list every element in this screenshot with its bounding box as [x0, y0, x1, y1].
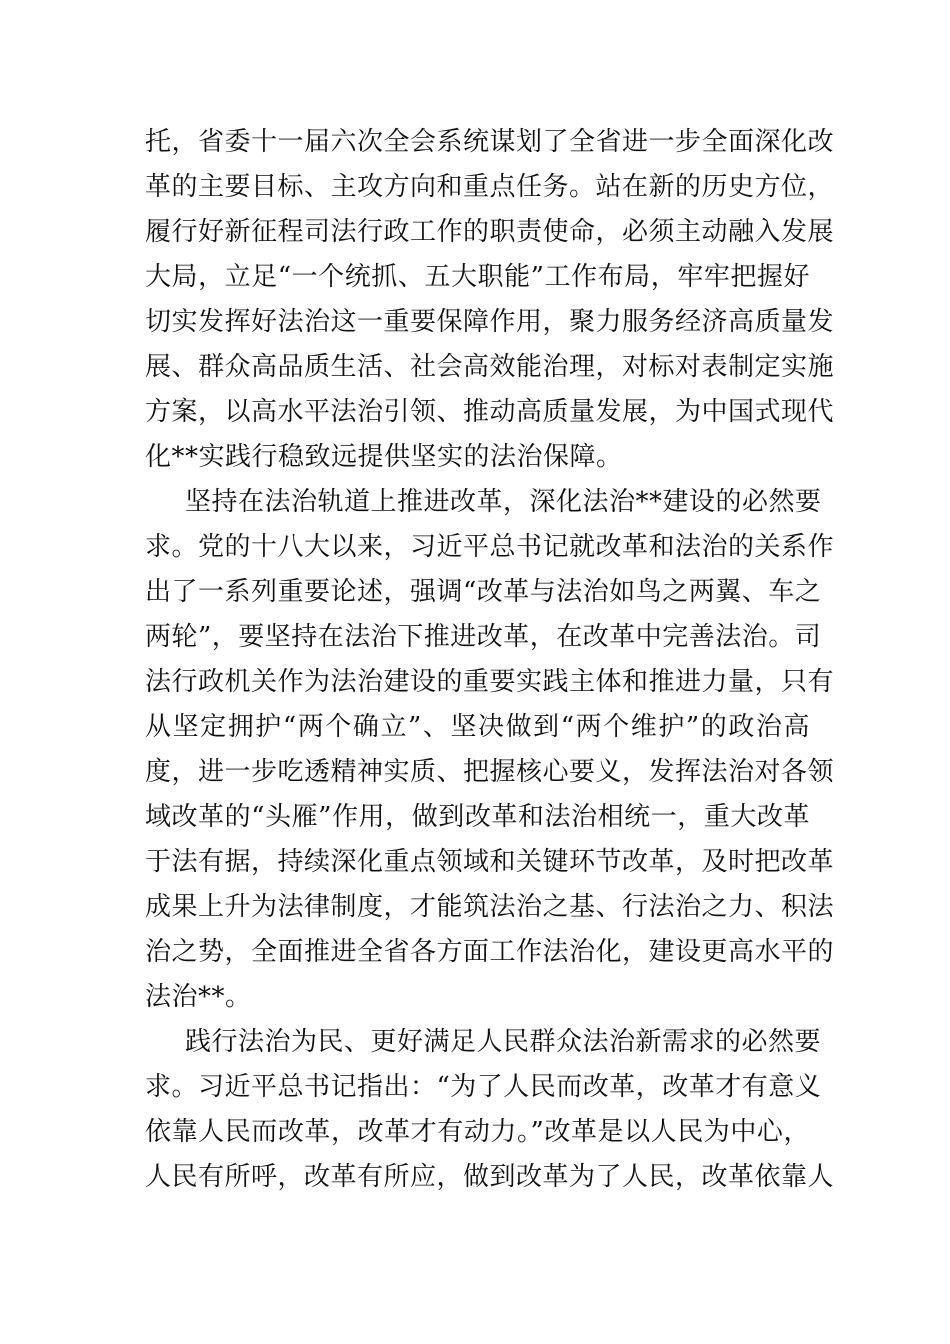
text-line: 切实发挥好法治这一重要保障作用，聚力服务经济高质量发 — [145, 307, 835, 337]
text-line: 治之势，全面推进全省各方面工作法治化，建设更高水平的 — [145, 937, 835, 967]
paragraph-start-line: 践行法治为民、更好满足人民群众法治新需求的必然要 — [185, 1027, 822, 1057]
text-line: 革的主要目标、主攻方向和重点任务。站在新的历史方位， — [145, 172, 835, 202]
paragraph-start-line: 坚持在法治轨道上推进改革，深化法治**建设的必然要 — [185, 487, 822, 517]
text-line: 于法有据，持续深化重点领域和关键环节改革，及时把改革 — [145, 847, 835, 877]
body-text — [145, 120, 835, 1200]
text-line: 化**实践行稳致远提供坚实的法治保障。 — [145, 442, 623, 472]
text-line: 法治**。 — [145, 982, 252, 1012]
text-line: 托，省委十一届六次全会系统谋划了全省进一步全面深化改 — [145, 127, 835, 157]
text-line: 履行好新征程司法行政工作的职责使命，必须主动融入发展 — [145, 217, 835, 247]
text-line: 域改革的“头雁”作用，做到改革和法治相统一，重大改革 — [145, 802, 810, 832]
text-line: 法行政机关作为法治建设的重要实践主体和推进力量，只有 — [145, 667, 835, 697]
text-line: 成果上升为法律制度，才能筑法治之基、行法治之力、积法 — [145, 892, 835, 922]
text-line: 大局，立足“一个统抓、五大职能”工作布局，牢牢把握好 — [145, 262, 810, 292]
text-line: 出了一系列重要论述，强调“改革与法治如鸟之两翼、车之 — [145, 577, 822, 607]
text-line: 度，进一步吃透精神实质、把握核心要义，发挥法治对各领 — [145, 757, 835, 787]
text-line: 两轮”，要坚持在法治下推进改革，在改革中完善法治。司 — [145, 622, 822, 652]
text-line: 方案，以高水平法治引领、推动高质量发展，为中国式现代 — [145, 397, 835, 427]
text-line: 展、群众高品质生活、社会高效能治理，对标对表制定实施 — [145, 352, 835, 382]
text-line: 求。习近平总书记指出：“为了人民而改革，改革才有意义 — [145, 1072, 822, 1102]
text-line: 从坚定拥护“两个确立”、坚决做到“两个维护”的政治高 — [145, 712, 810, 742]
text-line: 依靠人民而改革，改革才有动力。”改革是以人民为中心， — [145, 1117, 810, 1147]
text-line: 求。党的十八大以来，习近平总书记就改革和法治的关系作 — [145, 532, 835, 562]
text-line: 人民有所呼，改革有所应，做到改革为了人民，改革依靠人 — [145, 1162, 835, 1192]
